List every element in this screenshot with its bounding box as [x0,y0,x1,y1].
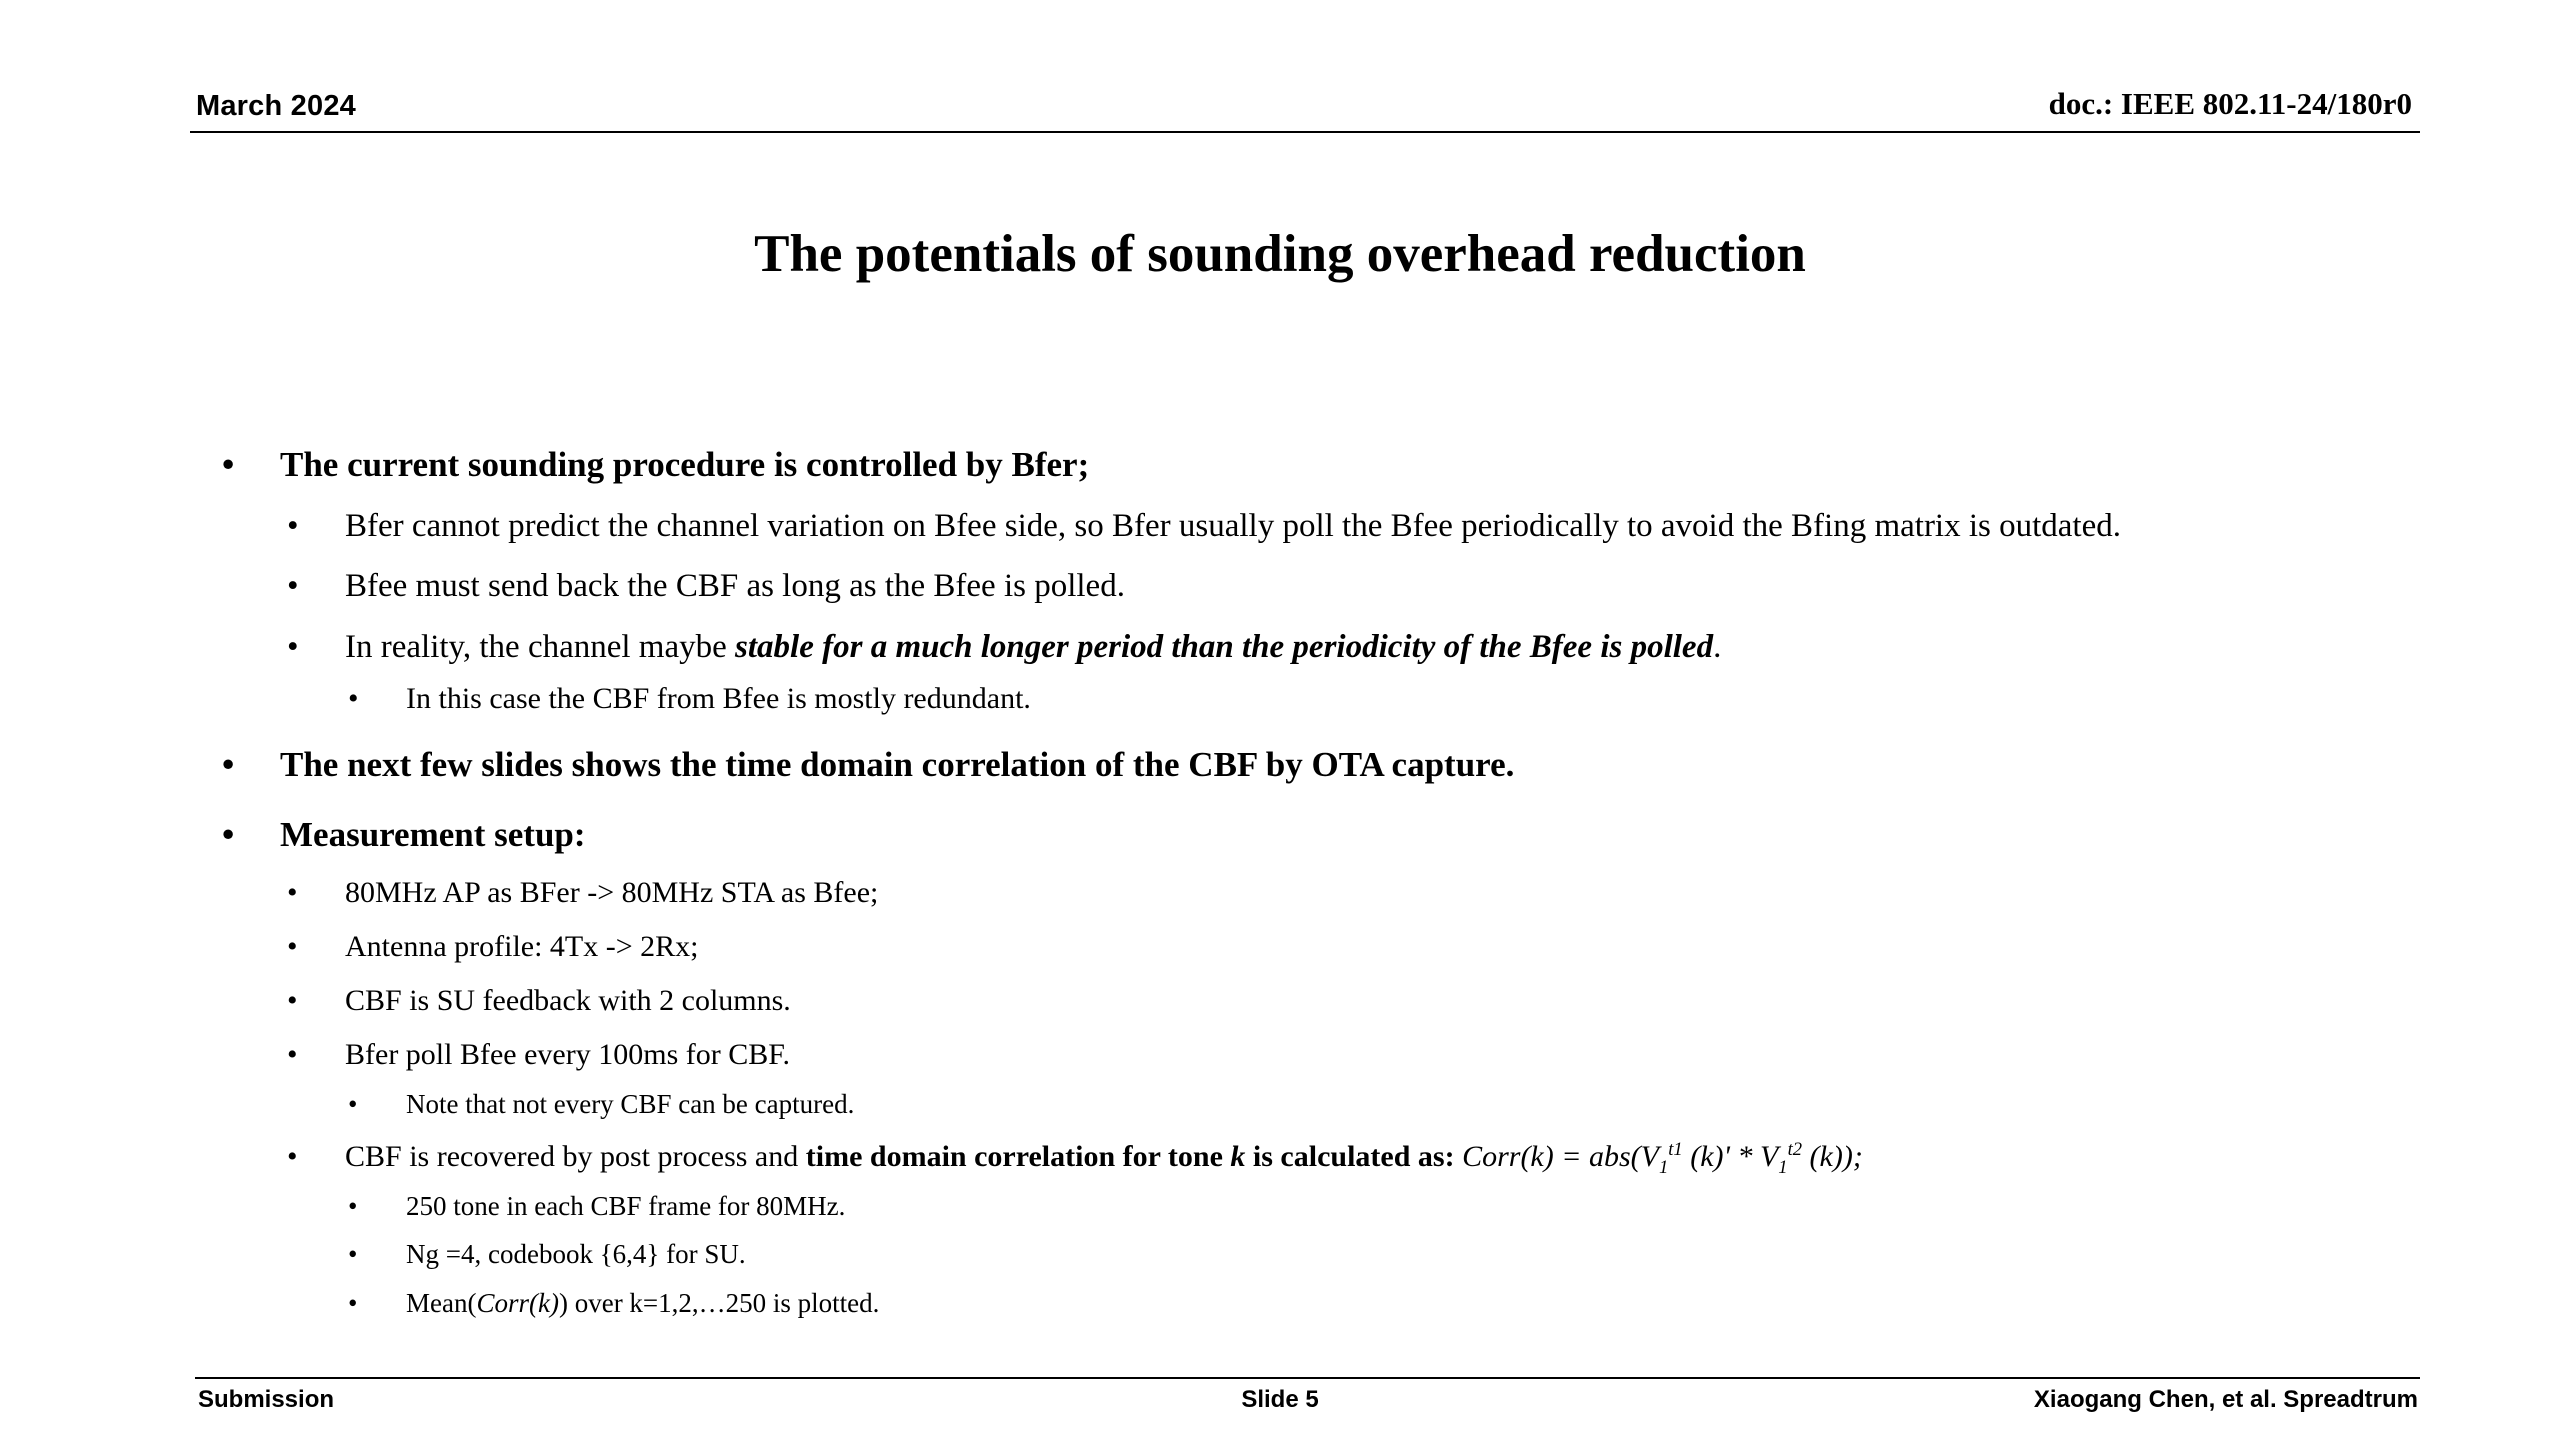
bullet-text: Mean(Corr(k)) over k=1,2,…250 is plotted. [406,1287,880,1318]
bullet-text: Ng =4, codebook {6,4} for SU. [406,1239,746,1270]
bullet-item [0,679,2330,718]
bullet-marker: • [287,1038,298,1072]
bullet-item [0,873,2330,912]
bullet-item [0,742,2330,788]
bullet-text: In reality, the channel maybe stable for a much longer period than the periodicity of the Bfee is polled. [345,628,1722,665]
header-doc-number: doc.: IEEE 802.11-24/180r0 [2048,86,2412,121]
bullet-text: CBF is SU feedback with 2 columns. [345,984,791,1018]
bullet-item [0,812,2330,858]
bullet-item [0,927,2330,966]
bullet-text: CBF is recovered by post process and time domain correlation for tone k is calculated as: Corr(k) = $abs(V_1^{t1}$ $(k)' * V_1^{t2}$ (k)); [345,1139,1863,1179]
bullet-text: Note that not every CBF can be captured. [406,1089,855,1120]
bullet-marker: • [348,1191,358,1222]
bullet-item [0,1286,2330,1321]
slide-title: The potentials of sounding overhead reduction [754,225,1806,283]
bullet-marker: • [222,815,235,855]
bullet-marker: • [348,1089,358,1120]
bullet-marker: • [287,876,298,910]
bullet-text: 80MHz AP as BFer -> 80MHz STA as Bfee; [345,876,879,910]
bullet-text: Bfer poll Bfee every 100ms for CBF. [345,1038,791,1072]
bullet-marker: • [287,508,299,545]
bullet-text: In this case the CBF from Bfee is mostly redundant. [406,681,1031,715]
bullet-marker: • [287,930,298,964]
bullet-text: Bfee must send back the CBF as long as the Bfee is polled. [345,568,1125,605]
bullet-marker: • [222,445,235,484]
bullet-text: The next few slides shows the time domain correlation of the CBF by OTA capture. [280,744,1515,784]
bullet-marker: • [287,568,299,605]
header-divider [190,131,2420,133]
footer-submission: Submission [198,1386,335,1413]
bullet-item [0,1035,2330,1074]
bullet-item [0,504,2330,548]
bullet-item [0,981,2330,1020]
bullet-marker: • [222,744,235,784]
bullet-item [0,1087,2330,1122]
bullet-marker: • [348,681,359,715]
bullet-text: Bfer cannot predict the channel variation on Bfee side, so Bfer usually poll the Bfee periodically to avoid the Bfing matrix is outdated. [345,508,2121,545]
bullet-item [0,564,2330,608]
bullet-marker: • [287,1140,298,1174]
bullet-item [0,1137,2330,1179]
bullet-marker: • [348,1239,358,1270]
footer-divider [195,1377,2420,1379]
bullet-marker: • [287,984,298,1018]
footer-slide-number: Slide 5 [1241,1386,1319,1413]
header-date: March 2024 [196,90,356,122]
bullet-list [0,442,2330,1321]
bullet-item [0,1237,2330,1272]
footer-authors: Xiaogang Chen, et al. Spreadtrum [2033,1386,2418,1413]
bullet-marker: • [348,1287,358,1318]
bullet-text: The current sounding procedure is controlled by Bfer; [280,445,1090,484]
bullet-marker: • [287,628,299,665]
bullet-item [0,625,2330,669]
bullet-item [0,442,2330,488]
bullet-text: 250 tone in each CBF frame for 80MHz. [406,1191,846,1222]
bullet-text: Measurement setup: [280,815,586,855]
bullet-item [0,1189,2330,1224]
bullet-text: Antenna profile: 4Tx -> 2Rx; [345,930,699,964]
